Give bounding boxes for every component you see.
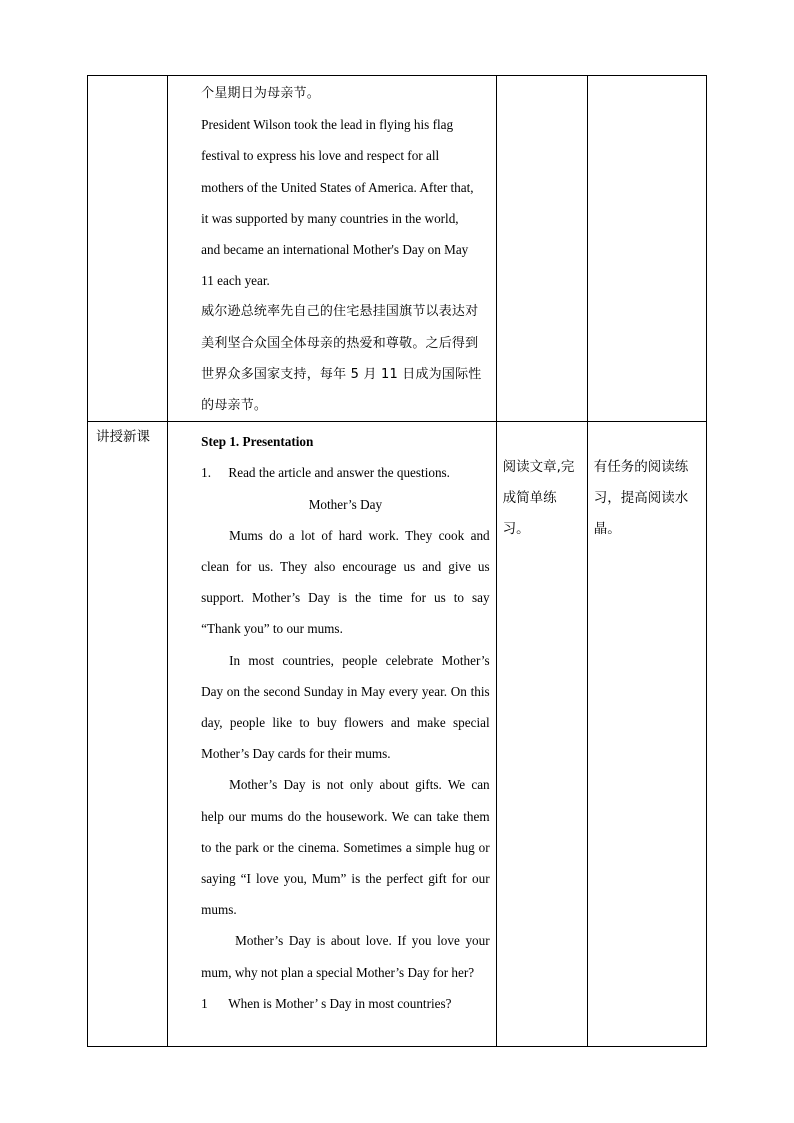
article-paragraph-1: Mums do a lot of hard work. They cook and clean for us. They also encourage us and give us support. Mother’s Day is the time for us to say “Thank you” to our mums. xyxy=(201,527,490,637)
content-cell xyxy=(168,422,497,1047)
section-label-cell xyxy=(88,422,168,1047)
design-intent-cell xyxy=(587,422,706,1047)
article-paragraph-4: Mother’s Day is about love. If you love your mum, why not plan a special Mother’s Day for her? xyxy=(201,933,490,980)
design-intent-cell xyxy=(587,76,706,422)
table-row xyxy=(88,422,707,1047)
task-line xyxy=(201,457,490,488)
step-title: Step 1. Presentation xyxy=(201,434,314,450)
question-line xyxy=(201,988,490,1019)
student-activity-cell xyxy=(496,76,587,422)
student-activity-text: 阅读文章,完成简单练习。 xyxy=(502,459,575,538)
lesson-plan-table xyxy=(87,75,707,1047)
content-text-cn-1: 个星期日为母亲节。 xyxy=(201,86,320,101)
student-activity-cell xyxy=(496,422,587,1047)
article-title: Mother’s Day xyxy=(308,496,383,512)
design-intent-text: 有任务的阅读练习，提高阅读水晶。 xyxy=(593,459,689,538)
content-text-en: President Wilson took the lead in flying his flag festival to express his love and respect for all mothers of the United States of America. After that, it was supported by many countries in the world, and became an international Mother's Day on May 11 each year. xyxy=(201,117,474,289)
article-paragraph-2: In most countries, people celebrate Mother’s Day on the second Sunday in May every year. On this day, people like to buy flowers and make special Mother’s Day cards for their mums. xyxy=(201,652,490,762)
table-row xyxy=(88,76,707,422)
question-text: When is Mother’ s Day in most countries? xyxy=(228,995,452,1011)
question-number: 1 xyxy=(201,995,208,1011)
content-cell xyxy=(168,76,497,422)
content-text-cn-2: 威尔逊总统率先自己的住宅悬挂国旗节以表达对美利坚合众国全体母亲的热爱和尊敬。之后得到世界众多国家支持，每年 5 月 11 日成为国际性的母亲节。 xyxy=(201,304,482,414)
task-number: 1. xyxy=(201,465,212,481)
task-text: Read the article and answer the questions. xyxy=(228,465,450,481)
article-paragraph-3: Mother’s Day is not only about gifts. We can help our mums do the housework. We can take them to the park or the cinema. Sometimes a simple hug or saying “I love you, Mum” is the perfect gift for our mums. xyxy=(201,777,490,918)
section-label: 讲授新课 xyxy=(96,429,150,446)
section-label-cell xyxy=(88,76,168,422)
